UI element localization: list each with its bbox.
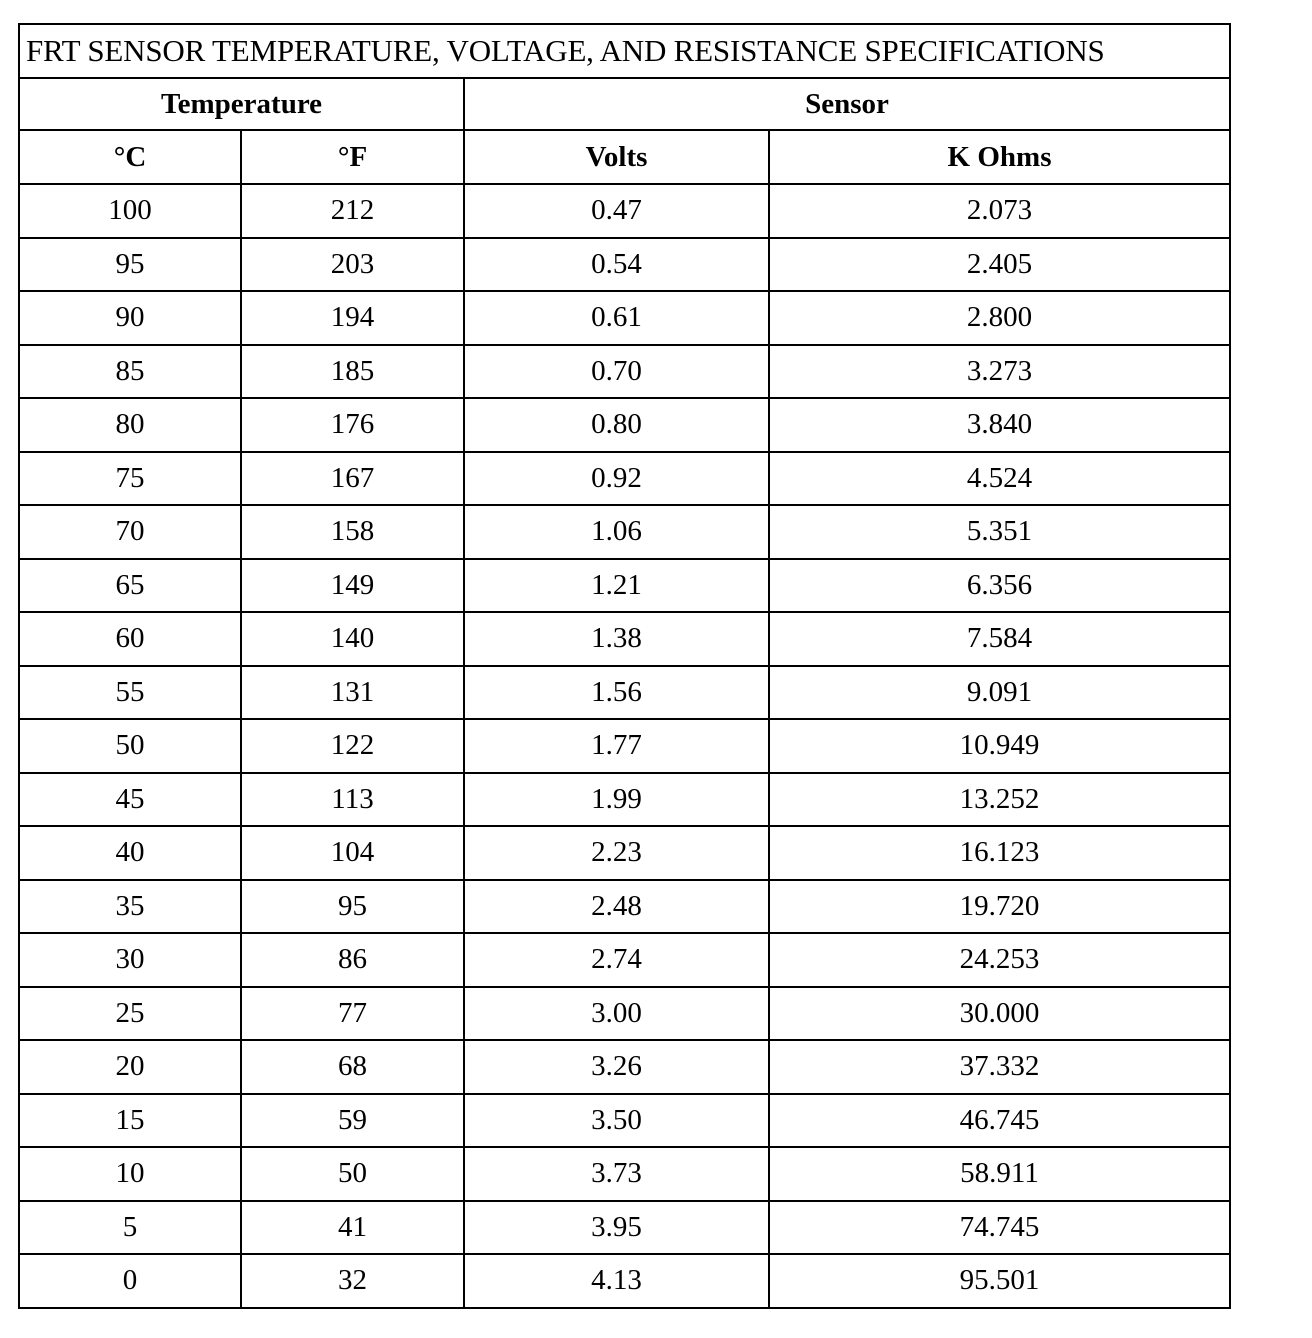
table-row — [19, 1147, 1230, 1201]
celsius-cell: 85 — [19, 345, 241, 399]
kohms-cell: 37.332 — [769, 1040, 1230, 1094]
celsius-cell: 70 — [19, 505, 241, 559]
table-row — [19, 559, 1230, 613]
fahrenheit-cell: 158 — [241, 505, 464, 559]
volts-cell: 0.54 — [464, 238, 769, 292]
fahrenheit-cell: 167 — [241, 452, 464, 506]
celsius-cell: 75 — [19, 452, 241, 506]
volts-cell: 2.23 — [464, 826, 769, 880]
volts-cell: 2.48 — [464, 880, 769, 934]
celsius-cell: 35 — [19, 880, 241, 934]
table-row — [19, 1254, 1230, 1308]
fahrenheit-cell: 86 — [241, 933, 464, 987]
group-header-row — [19, 78, 1230, 130]
table-row — [19, 1201, 1230, 1255]
table-row — [19, 933, 1230, 987]
fahrenheit-cell: 185 — [241, 345, 464, 399]
celsius-cell: 10 — [19, 1147, 241, 1201]
table-row — [19, 826, 1230, 880]
table-row — [19, 291, 1230, 345]
table-row — [19, 773, 1230, 827]
kohms-cell: 2.405 — [769, 238, 1230, 292]
celsius-cell: 40 — [19, 826, 241, 880]
celsius-cell: 45 — [19, 773, 241, 827]
table-row — [19, 452, 1230, 506]
kohms-cell: 2.073 — [769, 184, 1230, 238]
table-row — [19, 1094, 1230, 1148]
kohms-cell: 24.253 — [769, 933, 1230, 987]
celsius-cell: 80 — [19, 398, 241, 452]
celsius-cell: 50 — [19, 719, 241, 773]
kohms-cell: 3.273 — [769, 345, 1230, 399]
kohms-cell: 2.800 — [769, 291, 1230, 345]
volts-cell: 0.61 — [464, 291, 769, 345]
fahrenheit-cell: 122 — [241, 719, 464, 773]
fahrenheit-cell: 131 — [241, 666, 464, 720]
celsius-cell: 90 — [19, 291, 241, 345]
column-header-celsius: °C — [19, 130, 241, 184]
table-row — [19, 666, 1230, 720]
table-row — [19, 987, 1230, 1041]
kohms-cell: 7.584 — [769, 612, 1230, 666]
fahrenheit-cell: 113 — [241, 773, 464, 827]
kohms-cell: 4.524 — [769, 452, 1230, 506]
volts-cell: 2.74 — [464, 933, 769, 987]
volts-cell: 0.47 — [464, 184, 769, 238]
fahrenheit-cell: 32 — [241, 1254, 464, 1308]
fahrenheit-cell: 50 — [241, 1147, 464, 1201]
table-row — [19, 880, 1230, 934]
fahrenheit-cell: 68 — [241, 1040, 464, 1094]
volts-cell: 3.50 — [464, 1094, 769, 1148]
volts-cell: 3.26 — [464, 1040, 769, 1094]
table-row — [19, 238, 1230, 292]
kohms-cell: 13.252 — [769, 773, 1230, 827]
fahrenheit-cell: 149 — [241, 559, 464, 613]
kohms-cell: 9.091 — [769, 666, 1230, 720]
volts-cell: 1.21 — [464, 559, 769, 613]
group-header-temperature: Temperature — [19, 78, 464, 130]
kohms-cell: 16.123 — [769, 826, 1230, 880]
volts-cell: 0.80 — [464, 398, 769, 452]
table-row — [19, 398, 1230, 452]
fahrenheit-cell: 212 — [241, 184, 464, 238]
column-header-row — [19, 130, 1230, 184]
fahrenheit-cell: 176 — [241, 398, 464, 452]
group-header-sensor: Sensor — [464, 78, 1230, 130]
volts-cell: 1.99 — [464, 773, 769, 827]
kohms-cell: 95.501 — [769, 1254, 1230, 1308]
kohms-cell: 46.745 — [769, 1094, 1230, 1148]
celsius-cell: 60 — [19, 612, 241, 666]
fahrenheit-cell: 41 — [241, 1201, 464, 1255]
volts-cell: 3.73 — [464, 1147, 769, 1201]
fahrenheit-cell: 59 — [241, 1094, 464, 1148]
volts-cell: 1.56 — [464, 666, 769, 720]
volts-cell: 3.00 — [464, 987, 769, 1041]
celsius-cell: 15 — [19, 1094, 241, 1148]
celsius-cell: 100 — [19, 184, 241, 238]
table-row — [19, 345, 1230, 399]
table-row — [19, 1040, 1230, 1094]
fahrenheit-cell: 194 — [241, 291, 464, 345]
celsius-cell: 95 — [19, 238, 241, 292]
volts-cell: 0.70 — [464, 345, 769, 399]
kohms-cell: 74.745 — [769, 1201, 1230, 1255]
kohms-cell: 10.949 — [769, 719, 1230, 773]
kohms-cell: 6.356 — [769, 559, 1230, 613]
kohms-cell: 19.720 — [769, 880, 1230, 934]
table-row — [19, 612, 1230, 666]
celsius-cell: 55 — [19, 666, 241, 720]
celsius-cell: 25 — [19, 987, 241, 1041]
volts-cell: 4.13 — [464, 1254, 769, 1308]
celsius-cell: 0 — [19, 1254, 241, 1308]
celsius-cell: 5 — [19, 1201, 241, 1255]
fahrenheit-cell: 140 — [241, 612, 464, 666]
column-header-kohms: K Ohms — [769, 130, 1230, 184]
volts-cell: 0.92 — [464, 452, 769, 506]
celsius-cell: 65 — [19, 559, 241, 613]
volts-cell: 3.95 — [464, 1201, 769, 1255]
celsius-cell: 20 — [19, 1040, 241, 1094]
fahrenheit-cell: 104 — [241, 826, 464, 880]
table-body — [19, 184, 1230, 1308]
fahrenheit-cell: 95 — [241, 880, 464, 934]
fahrenheit-cell: 77 — [241, 987, 464, 1041]
celsius-cell: 30 — [19, 933, 241, 987]
fahrenheit-cell: 203 — [241, 238, 464, 292]
volts-cell: 1.77 — [464, 719, 769, 773]
table-row — [19, 184, 1230, 238]
title-row — [19, 24, 1230, 78]
table-row — [19, 719, 1230, 773]
kohms-cell: 30.000 — [769, 987, 1230, 1041]
volts-cell: 1.06 — [464, 505, 769, 559]
table-title: FRT SENSOR TEMPERATURE, VOLTAGE, AND RESISTANCE SPECIFICATIONS — [19, 24, 1230, 78]
volts-cell: 1.38 — [464, 612, 769, 666]
kohms-cell: 58.911 — [769, 1147, 1230, 1201]
column-header-volts: Volts — [464, 130, 769, 184]
kohms-cell: 3.840 — [769, 398, 1230, 452]
column-header-fahrenheit: °F — [241, 130, 464, 184]
kohms-cell: 5.351 — [769, 505, 1230, 559]
spec-table — [18, 23, 1231, 1309]
table-row — [19, 505, 1230, 559]
